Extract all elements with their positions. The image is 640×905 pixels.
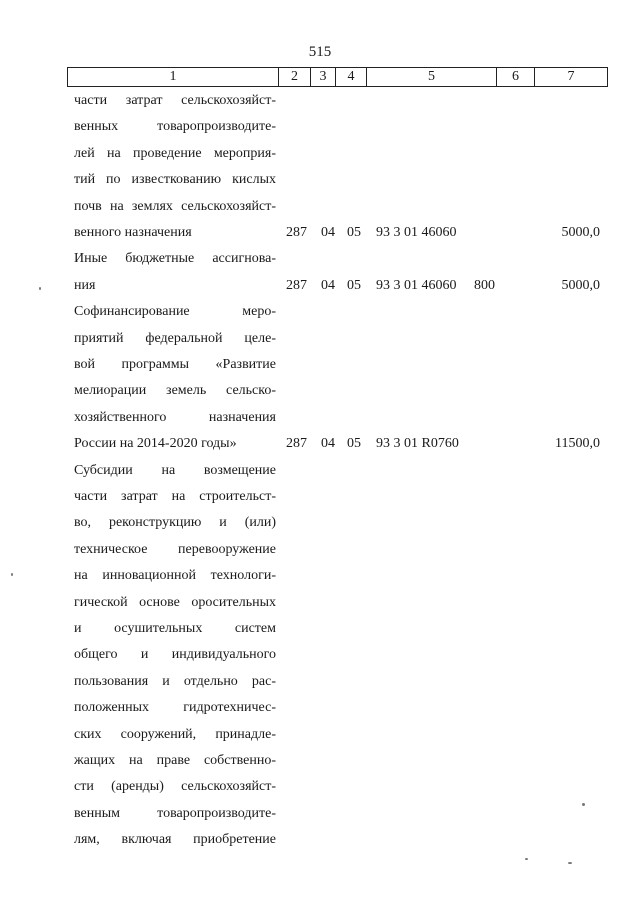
row-cell-c2: 287 (286, 225, 307, 240)
header-col-5: 5 (367, 68, 497, 87)
row-text-line: жащих на праве собственно- (74, 753, 276, 768)
row-cell-c7: 5000,0 (561, 225, 600, 240)
row-text-line: части затрат на строительст- (74, 489, 276, 504)
row-cell-c5: 93 3 01 R0760 (376, 436, 459, 452)
row-text-line: и осушительных систем (74, 621, 276, 636)
row-text-line: лям, включая приобретение (74, 832, 276, 848)
row-cell-c6: 800 (474, 277, 495, 293)
row-text-line: Софинансирование меро- (74, 304, 276, 320)
row-text-line: Иные бюджетные ассигнова- (74, 251, 276, 267)
row-cell-c5: 93 3 01 46060 (376, 225, 457, 240)
scan-speck (568, 862, 572, 864)
row-text-line: почв на землях сельскохозяйст- (74, 198, 276, 214)
row-cell-c2: 287 (286, 436, 307, 452)
row-text-line: России на 2014-2020 годы» (74, 436, 237, 452)
row-cell-c4: 05 (347, 436, 361, 452)
header-col-3: 3 (311, 68, 336, 87)
row-text-line: венным товаропроизводите- (74, 805, 276, 821)
row-cell-c4: 05 (347, 277, 361, 293)
row-text-line: сти (аренды) сельскохозяйст- (74, 779, 276, 795)
row-cell-c3: 04 (321, 436, 335, 452)
row-text-line: пользования и отдельно рас- (74, 673, 276, 689)
page-number: 515 (308, 44, 332, 60)
row-text-line: приятий федеральной целе- (74, 330, 276, 346)
row-cell-c2: 287 (286, 277, 307, 293)
row-text-line: хозяйственного назначения (74, 409, 276, 425)
row-cell-c5: 93 3 01 46060 (376, 277, 457, 293)
header-col-6: 6 (497, 68, 535, 87)
row-text-line: техническое перевооружение (74, 541, 276, 557)
header-col-1: 1 (68, 68, 279, 87)
row-text-line: вой программы «Развитие (74, 357, 276, 372)
row-text-line: мелиорации земель сельско- (74, 383, 276, 399)
row-text-line: общего и индивидуального (74, 647, 276, 663)
scan-speck (525, 858, 528, 860)
row-text-line: во, реконструкцию и (или) (74, 515, 276, 531)
row-text-line: венных товаропроизводите- (74, 119, 276, 135)
row-cell-c3: 04 (321, 225, 335, 240)
row-text-line: Субсидии на возмещение (74, 462, 276, 478)
scan-speck (582, 803, 585, 806)
row-cell-c3: 04 (321, 277, 335, 293)
row-text-line: лей на проведение мероприя- (74, 145, 276, 161)
header-col-4: 4 (336, 68, 367, 87)
row-text-line: венного назначения (74, 225, 192, 240)
header-col-2: 2 (279, 68, 311, 87)
row-text-line: ских сооружений, принадле- (74, 726, 276, 742)
row-text-line: части затрат сельскохозяйст- (74, 93, 276, 108)
row-cell-c7: 11500,0 (555, 436, 600, 452)
scan-speck (11, 573, 13, 576)
row-text-line: на инновационной технологи- (74, 568, 276, 584)
row-text-line: тий по известкованию кислых (74, 172, 276, 188)
row-cell-c4: 05 (347, 225, 361, 240)
row-text-line: ния (74, 277, 96, 293)
row-cell-c7: 5000,0 (561, 277, 600, 293)
header-col-7: 7 (535, 68, 608, 87)
row-text-line: положенных гидротехничес- (74, 700, 276, 716)
row-text-line: гической основе оросительных (74, 594, 276, 610)
scan-speck (39, 287, 41, 290)
